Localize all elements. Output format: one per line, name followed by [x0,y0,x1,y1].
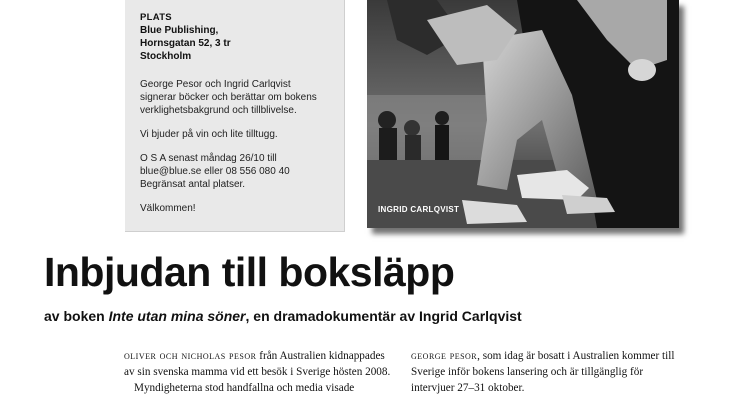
rsvp-info: O S A senast måndag 26/10 till blue@blue.se eller 08 556 080 40 Begränsat antal platser. [140,153,290,190]
lead-in-name: george pesor [411,350,478,362]
body-text: från Australien kidnappades av sin svenska mamma vid ett besök i Sverige hösten 2008. [124,350,391,378]
place-line-company: Blue Publishing, [140,25,219,36]
photo-illustration [367,0,679,228]
place-line-street: Hornsgatan 52, 3 tr [140,38,231,49]
subhead-prefix: av boken [44,308,109,324]
body-column-left [124,348,394,396]
book-title: Inte utan mina söner [108,308,246,324]
refreshments-note: Vi bjuder på vin och lite tilltugg. [140,129,278,140]
event-photo [367,0,679,228]
body-paragraph-2: Myndigheterna stod handfallna och media visade [134,382,355,394]
event-info-box [125,0,345,232]
welcome-text: Välkommen! [140,203,196,214]
event-description: George Pesor och Ingrid Carlqvist signerar böcker och berättar om bokens verklighetsbakgrund och tillblivelse. [140,79,317,116]
headline: Inbjudan till boksläpp [44,249,455,295]
body-paragraph [411,348,681,396]
subheadline [44,307,522,325]
photo-credit: INGRID CARLQVIST [378,205,460,214]
subhead-suffix: , en dramadokumentär av Ingrid Carlqvist [245,308,522,324]
place-line-city: Stockholm [140,51,192,62]
body-text: , som idag är bosatt i Australien kommer till Sverige inför bokens lansering och är tillgänglig för intervjuer 27–31 oktober. [411,350,675,394]
lead-in-names: oliver och nicholas pesor [124,350,257,362]
place-label: PLATS [140,12,172,23]
body-paragraph [124,348,394,380]
body-column-right [411,348,681,396]
